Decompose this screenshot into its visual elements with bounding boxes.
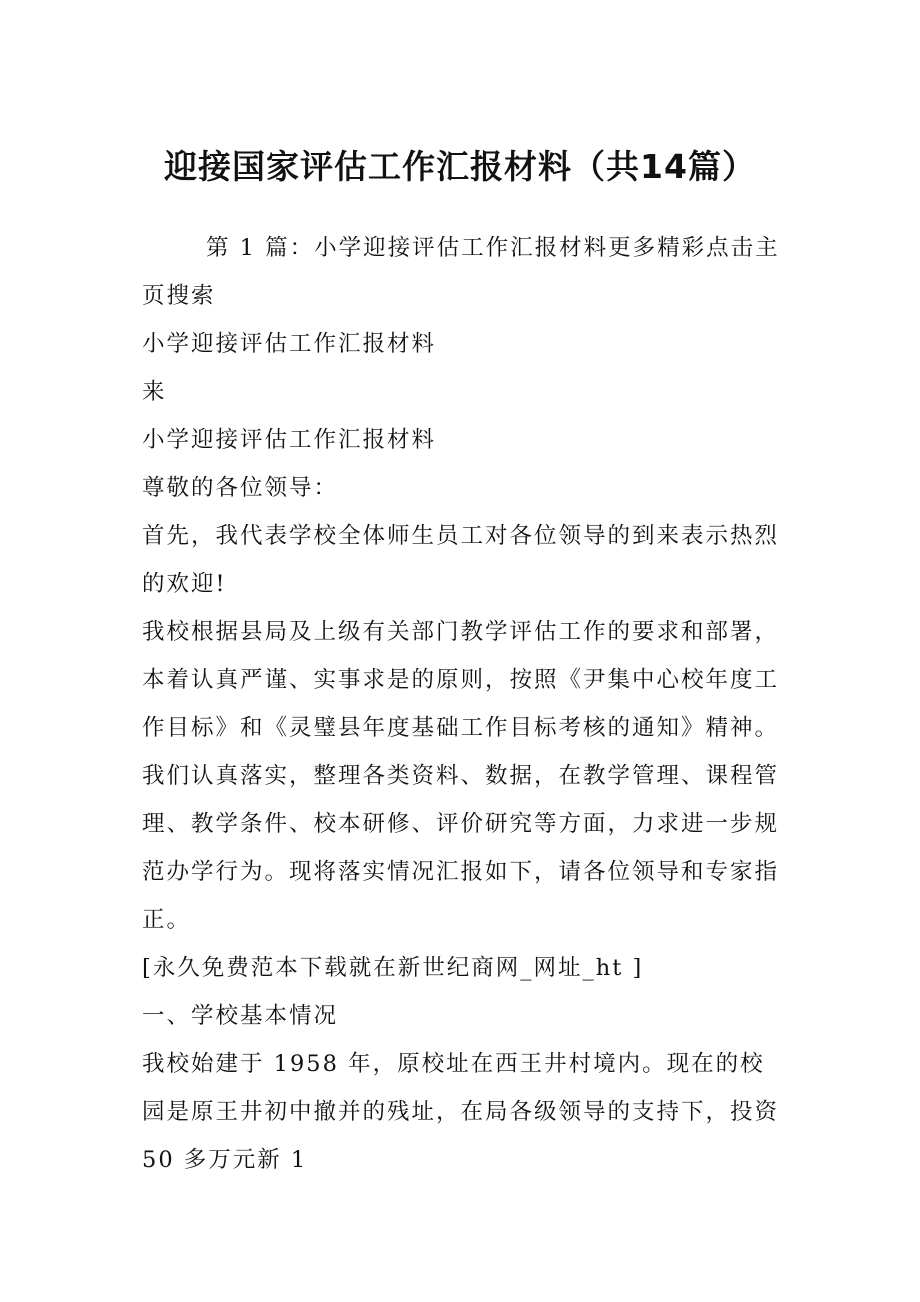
paragraph-download-note: [永久免费范本下载就在新世纪商网_网址_ht ] <box>142 955 644 981</box>
paragraph-school-history: 我校始建于 1958 年，原校址在西王井村境内。现在的校园是原王井初中撤并的残址，在局各级领导的支持下，投资 50 多万元新 1 <box>142 1051 780 1173</box>
paragraph-welcome: 首先，我代表学校全体师生员工对各位领导的到来表示热烈的欢迎! <box>142 523 780 597</box>
document-body <box>142 224 787 1184</box>
paragraph-subtitle-repeat: 小学迎接评估工作汇报材料 <box>142 427 437 453</box>
paragraph-intro: 我校根据县局及上级有关部门教学评估工作的要求和部署，本着认真严谨、实事求是的原则，按照《尹集中心校年度工作目标》和《灵璧县年度基础工作目标考核的通知》精神。我们认真落实，整理各类资料、数据，在教学管理、课程管理、教学条件、校本研修、评价研究等方面，力求进一步规范办学行为。现将落实情况汇报如下，请各位领导和专家指正。 <box>142 619 780 933</box>
section-heading-basic-info: 一、学校基本情况 <box>142 1003 339 1029</box>
paragraph-subtitle: 小学迎接评估工作汇报材料 <box>142 331 437 357</box>
paragraph-source: 来 <box>142 379 167 405</box>
document-title: 迎接国家评估工作汇报材料（共14篇） <box>164 147 756 186</box>
paragraph-chapter-heading: 第 1 篇：小学迎接评估工作汇报材料更多精彩点击主页搜索 <box>142 235 780 309</box>
paragraph-salutation: 尊敬的各位领导： <box>142 475 339 501</box>
